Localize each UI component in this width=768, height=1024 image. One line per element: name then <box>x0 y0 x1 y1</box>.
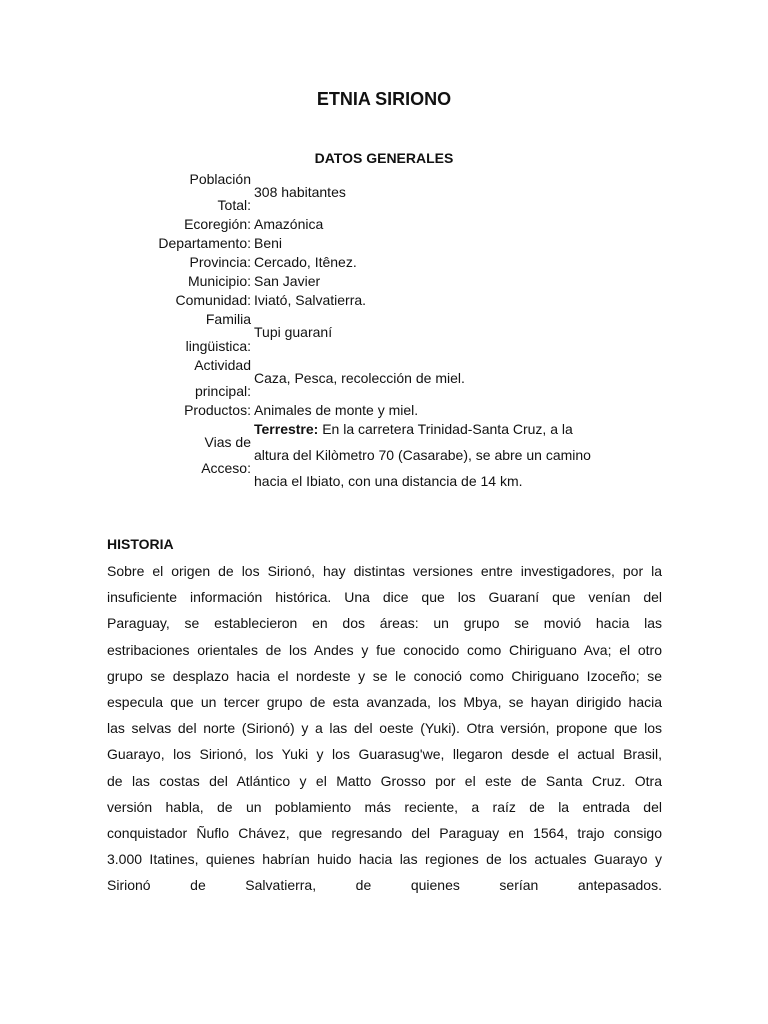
vias-value-line-3: hacia el Ibiato, con una distancia de 14 km. <box>254 473 523 489</box>
productos-value: Animales de monte y miel. <box>254 402 419 418</box>
historia-word: de <box>355 877 372 894</box>
actividad-label-2: principal: <box>194 383 251 399</box>
municipio-label: Municipio: <box>187 273 251 289</box>
historia-line: versión habla, de un poblamiento más reciente, a raíz de la entrada del <box>107 798 662 815</box>
historia-heading: HISTORIA <box>107 536 174 552</box>
historia-line: las selvas del norte (Sirionó) y a las del oeste (Yuki). Otra versión, propone que los <box>107 720 662 737</box>
historia-word: Salvatierra, <box>245 877 317 894</box>
historia-line: de las costas del Atlántico y el Matto Grosso por el este de Santa Cruz. Otra <box>107 772 662 789</box>
vias-value-line-1 <box>254 421 573 437</box>
provincia-label: Provincia: <box>189 254 251 270</box>
historia-word: de <box>190 877 206 894</box>
familia-label-2: lingüistica: <box>185 338 251 354</box>
historia-word: Sirionó <box>107 877 151 894</box>
actividad-value: Caza, Pesca, recolección de miel. <box>254 370 465 386</box>
poblacion-value: 308 habitantes <box>254 184 346 200</box>
provincia-value: Cercado, Itênez. <box>254 254 357 270</box>
vias-label-2: Acceso: <box>201 460 251 476</box>
historia-line: especula que un tercer grupo de esta avanzada, los Mbya, se hayan dirigido hacia <box>107 694 662 711</box>
comunidad-label: Comunidad: <box>175 292 251 308</box>
historia-line: estribaciones orientales de los Andes y fue conocido como Chiriguano Ava; el otro <box>107 641 662 658</box>
historia-line: Paraguay, se establecieron en dos áreas: un grupo se movió hacia las <box>107 615 662 632</box>
historia-line: Guarayo, los Sirionó, los Yuki y los Guarasug'we, llegaron desde el actual Brasil, <box>107 746 662 763</box>
departamento-value: Beni <box>254 235 283 251</box>
ecoregion-value: Amazónica <box>254 216 324 232</box>
historia-line: Sobre el origen de los Sirionó, hay distintas versiones entre investigadores, por la <box>107 563 662 579</box>
productos-label: Productos: <box>184 402 251 418</box>
historia-paragraph <box>107 558 662 899</box>
municipio-value: San Javier <box>254 273 321 289</box>
vias-line-1-text: En la carretera Trinidad-Santa Cruz, a la <box>318 421 573 437</box>
historia-line: grupo se desplazo hacia el nordeste y se le conoció como Chiriguano Izoceño; se <box>107 667 662 684</box>
historia-line: conquistador Ñuflo Chávez, que regresando del Paraguay en 1564, trajo consigo <box>107 825 662 842</box>
historia-line: 3.000 Itatines, quienes habrían huido hacia las regiones de los actuales Guarayo y <box>107 851 662 868</box>
vias-label-1: Vias de <box>204 434 251 450</box>
vias-value-line-2: altura del Kilòmetro 70 (Casarabe), se abre un camino <box>254 447 591 463</box>
historia-line: insuficiente información histórica. Una dice que los Guaraní que venían del <box>107 589 662 606</box>
section-subtitle: DATOS GENERALES <box>314 150 454 166</box>
poblacion-label-1: Población <box>189 171 251 187</box>
actividad-label-1: Actividad <box>194 357 251 373</box>
comunidad-value: Iviató, Salvatierra. <box>254 292 367 308</box>
historia-word: serían <box>499 877 539 894</box>
document-title: ETNIA SIRIONO <box>316 89 452 109</box>
ecoregion-label: Ecoregión: <box>184 216 251 232</box>
familia-value: Tupi guaraní <box>254 324 333 340</box>
historia-word: quienes <box>410 877 460 894</box>
historia-last-line <box>107 872 662 898</box>
departamento-label: Departamento: <box>158 235 251 251</box>
familia-label-1: Familia <box>205 311 251 327</box>
vias-bold-label: Terrestre: <box>254 421 319 437</box>
poblacion-label-2: Total: <box>217 197 251 213</box>
historia-word: antepasados. <box>577 877 662 894</box>
